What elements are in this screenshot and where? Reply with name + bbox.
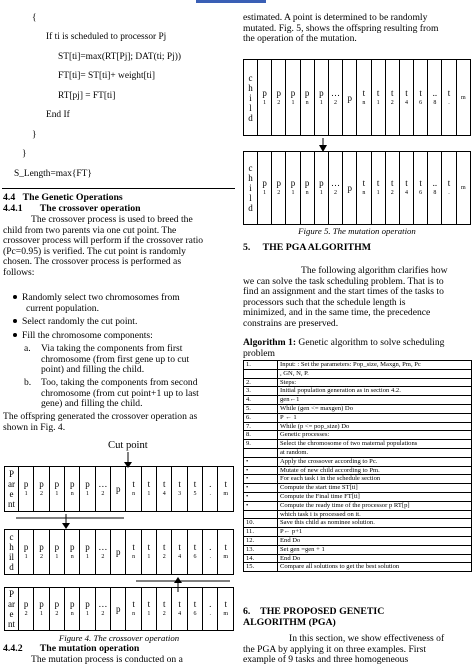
gene-cell: t 2 xyxy=(385,60,399,136)
algorithm-step-text: While (gen <= maxgen) Do xyxy=(278,404,472,413)
gene-cell: p n xyxy=(300,152,314,225)
gene-cell: p xyxy=(111,467,126,512)
gene-cell: t 5 xyxy=(187,467,202,512)
gene-cell: t 4 xyxy=(157,467,172,512)
gene-cell: t 4 xyxy=(172,530,187,575)
gene-cell: p 2 xyxy=(272,152,286,225)
gene-cell: p 1 xyxy=(80,467,95,512)
algorithm-step-number: 15. xyxy=(244,563,278,572)
section-6-paragraph: In this section, we show effectiveness of the PGA by applying it on three examples. First example of 9 tasks and three homogeneous xyxy=(243,633,445,666)
gene-cell: m xyxy=(456,60,470,136)
gene-cell: p 1 xyxy=(80,530,95,575)
gene-cell: t n xyxy=(126,467,141,512)
algorithm-row xyxy=(244,536,472,545)
algorithm-row xyxy=(244,528,472,537)
gene-cell: p 1 xyxy=(258,60,272,136)
gene-cell: p 1 xyxy=(19,530,34,575)
chromosome-row xyxy=(244,60,471,136)
mutation-arrow xyxy=(318,138,328,152)
algorithm-row xyxy=(244,448,472,457)
gene-cell: … 2 xyxy=(328,60,342,136)
fig4-parent2-table xyxy=(4,587,234,631)
chromosome-label: c h i l d xyxy=(244,60,258,136)
algorithm-row xyxy=(244,510,472,519)
fig4-parent1-table xyxy=(4,466,234,512)
code-line: S_Length=max{FT} xyxy=(14,169,92,179)
gene-cell: .. 8 xyxy=(428,152,442,225)
algorithm-step-number: 13. xyxy=(244,545,278,554)
section-5-heading: 5. THE PGA ALGORITHM xyxy=(243,242,371,253)
gene-cell: t 3 xyxy=(172,467,187,512)
gene-cell: . . xyxy=(203,588,218,631)
gene-cell: t 1 xyxy=(141,588,156,631)
algorithm-step-text: Apply the crossover according to Pc. xyxy=(278,457,472,466)
algorithm-step-number: 2. xyxy=(244,378,278,387)
gene-cell: t n xyxy=(357,60,371,136)
gene-cell: t 1 xyxy=(141,467,156,512)
gene-cell: p xyxy=(343,60,357,136)
page-top-link xyxy=(0,0,474,4)
algorithm-step-text: at random. xyxy=(278,448,472,457)
offspring-paragraph: The offspring generated the crossover operation as shown in Fig. 4. xyxy=(3,411,198,433)
gene-cell: p xyxy=(111,588,126,631)
algorithm-row xyxy=(244,475,472,484)
algorithm-row xyxy=(244,545,472,554)
code-line: { xyxy=(32,13,37,23)
algorithm-step-number: • xyxy=(244,492,278,501)
code-line: If ti is scheduled to processor Pj xyxy=(46,32,167,42)
algorithm-step-text: While (p <= pop_size) Do xyxy=(278,422,472,431)
gene-cell: t m xyxy=(218,467,234,512)
gene-cell: t 4 xyxy=(399,152,413,225)
gene-cell: t n xyxy=(357,152,371,225)
gene-cell: t m xyxy=(218,530,234,575)
figure-4-caption: Figure 4. The crossover operation xyxy=(58,633,180,643)
algorithm-step-text: Set gen =gen + 1 xyxy=(278,545,472,554)
mutation-continued: estimated. A point is determined to be randomly mutated. Fig. 5, shows the offspring resulting from the operation of the mutation. xyxy=(243,12,439,45)
algorithm-row xyxy=(244,396,472,405)
gene-cell: t . xyxy=(442,60,456,136)
gene-cell: p 1 xyxy=(49,530,64,575)
code-line: } xyxy=(32,130,37,140)
gene-cell: p 1 xyxy=(49,467,64,512)
algorithm-step-number: 11. xyxy=(244,528,278,537)
gene-cell: p n xyxy=(65,467,80,512)
section-6-heading: 6. THE PROPOSED GENETIC ALGORITHM (PGA) xyxy=(243,606,385,628)
algorithm-row xyxy=(244,466,472,475)
algorithm-step-text: Input: : Set the parameters: Pop_size, Maxgn, Pm, Pc xyxy=(278,361,472,370)
gene-cell: p 1 xyxy=(286,60,300,136)
gene-cell: … 2 xyxy=(95,530,110,575)
algorithm-step-text: Initial population generation as in section 4.2. xyxy=(278,387,472,396)
gene-cell: p 1 xyxy=(258,152,272,225)
algorithm-step-text: Steps: xyxy=(278,378,472,387)
algorithm-step-text: Mutate of new child according to Pm. xyxy=(278,466,472,475)
bullet-item: Select randomly the cut point. xyxy=(11,317,233,328)
algorithm-step-number: 7. xyxy=(244,422,278,431)
fig5-child-after-table xyxy=(243,151,471,225)
algorithm-row xyxy=(244,387,472,396)
crossover-arrow-1 xyxy=(4,512,234,530)
section-4-4-2-heading: 4.4.2 The mutation operation xyxy=(3,643,140,654)
gene-cell: p 2 xyxy=(49,588,64,631)
algorithm-row xyxy=(244,440,472,449)
algorithm-step-text: For each task i in the schedule section xyxy=(278,475,472,484)
gene-cell: .. 8 xyxy=(428,60,442,136)
gene-cell: t 6 xyxy=(414,152,428,225)
gene-cell: p 2 xyxy=(34,530,49,575)
algorithm-step-text: End Do xyxy=(278,536,472,545)
algorithm-step-number xyxy=(244,510,278,519)
algorithm-step-number: 6. xyxy=(244,413,278,422)
algorithm-step-number: 3. xyxy=(244,387,278,396)
algorithm-title: Algorithm 1: Genetic algorithm to solve scheduling problem xyxy=(243,337,445,359)
algorithm-step-number: 5. xyxy=(244,404,278,413)
code-line: RT[pj] = FT[ti] xyxy=(58,91,116,101)
gene-cell: p 2 xyxy=(34,467,49,512)
algorithm-step-text: Genetic processes: xyxy=(278,431,472,440)
mutation-paragraph: The mutation process is conducted on a xyxy=(31,654,183,665)
gene-cell: … 2 xyxy=(95,467,110,512)
algorithm-row xyxy=(244,519,472,528)
code-line: End If xyxy=(46,110,70,120)
algorithm-step-text: Compare all solutions to get the best solution xyxy=(278,563,472,572)
gene-cell: p 1 xyxy=(19,467,34,512)
fig5-child-before-table xyxy=(243,59,471,136)
chromosome-label: P ar e nt xyxy=(5,588,19,631)
gene-cell: t 2 xyxy=(157,588,172,631)
algorithm-row xyxy=(244,378,472,387)
code-block xyxy=(0,9,235,189)
gene-cell: t n xyxy=(126,588,141,631)
section-4-4-1-heading: 4.4.1 The crossover operation xyxy=(3,203,141,214)
algorithm-step-number: 10. xyxy=(244,519,278,528)
algorithm-row xyxy=(244,361,472,370)
chromosome-label: P ar e nt xyxy=(5,467,19,512)
algorithm-step-number: 12. xyxy=(244,536,278,545)
algorithm-row xyxy=(244,484,472,493)
algorithm-step-text: Select the chromosome of two maternal populations xyxy=(278,440,472,449)
section-4-4-heading: 4.4 The Genetic Operations xyxy=(3,192,123,203)
algorithm-row xyxy=(244,431,472,440)
bullet-item: Randomly select two chromosomes from current population. xyxy=(11,293,233,314)
algorithm-row xyxy=(244,554,472,563)
gene-cell: t 1 xyxy=(141,530,156,575)
code-line: FT[ti]= ST[ti]+ weight[ti] xyxy=(58,71,156,81)
sub-item-b: b. Too, taking the components from second chromosome (from cut point+1 up to last gene) and filling the child. xyxy=(24,377,199,410)
gene-cell: p n xyxy=(65,588,80,631)
chromosome-row xyxy=(244,152,471,225)
gene-cell: t 1 xyxy=(371,152,385,225)
gene-cell: p xyxy=(343,152,357,225)
bullet-icon xyxy=(13,319,17,323)
gene-cell: t 4 xyxy=(399,60,413,136)
algorithm-step-number xyxy=(244,448,278,457)
algorithm-step-number: 14. xyxy=(244,554,278,563)
algorithm-step-number: • xyxy=(244,501,278,510)
gene-cell: p 1 xyxy=(80,588,95,631)
algorithm-row xyxy=(244,369,472,378)
gene-cell: t 1 xyxy=(371,60,385,136)
algorithm-step-number: • xyxy=(244,484,278,493)
algorithm-step-number: 1. xyxy=(244,361,278,370)
bullet-icon xyxy=(13,295,17,299)
sub-item-a: a. Via taking the components from first chromosome (from first gene up to cut point) and filling the child. xyxy=(24,343,190,376)
algorithm-step-number: • xyxy=(244,475,278,484)
code-line: ST[ti]=max(RT[Pj]; DAT(ti; Pj)) xyxy=(58,52,181,62)
algorithm-row xyxy=(244,563,472,572)
figure-5-caption: Figure 5. The mutation operation xyxy=(298,226,416,236)
gene-cell: t 4 xyxy=(172,588,187,631)
algorithm-step-number: • xyxy=(244,466,278,475)
algorithm-row xyxy=(244,413,472,422)
gene-cell: t 2 xyxy=(157,530,172,575)
code-rule xyxy=(2,188,235,189)
gene-cell: t 6 xyxy=(187,530,202,575)
gene-cell: p 1 xyxy=(286,152,300,225)
algorithm-step-number xyxy=(244,369,278,378)
gene-cell: t 2 xyxy=(385,152,399,225)
algorithm-step-text: Compute the ready time of the processor p RT[p] xyxy=(278,501,472,510)
chromosome-row xyxy=(5,467,234,512)
algorithm-step-text: which task i is processed on it. xyxy=(278,510,472,519)
algorithm-step-text: P ← 1 xyxy=(278,413,472,422)
algorithm-row xyxy=(244,457,472,466)
gene-cell: t . xyxy=(442,152,456,225)
chromosome-label: c h il d xyxy=(5,530,19,575)
algorithm-step-text: gen←1 xyxy=(278,396,472,405)
chromosome-row xyxy=(5,588,234,631)
gene-cell: t 6 xyxy=(187,588,202,631)
fig4-child-table xyxy=(4,529,234,575)
bullet-icon xyxy=(13,333,17,337)
crossover-paragraph: The crossover process is used to breed the child from two parents via one cut point. The crossover process will perform if the crossover ratio (Pc=0.95) is verified. The cut point is randomly chosen. The crossover process is performed as follows: xyxy=(3,214,204,278)
gene-cell: p n xyxy=(300,60,314,136)
gene-cell: … 2 xyxy=(328,152,342,225)
algorithm-step-number: • xyxy=(244,457,278,466)
cut-point-label: Cut point xyxy=(108,440,148,451)
gene-cell: … 2 xyxy=(95,588,110,631)
chromosome-row xyxy=(5,530,234,575)
algorithm-step-number: 9. xyxy=(244,440,278,449)
gene-cell: p 1 xyxy=(314,152,328,225)
gene-cell: p n xyxy=(65,530,80,575)
gene-cell: t 6 xyxy=(414,60,428,136)
gene-cell: p xyxy=(111,530,126,575)
algorithm-step-text: End Do xyxy=(278,554,472,563)
code-line: } xyxy=(22,149,27,159)
gene-cell: m xyxy=(456,152,470,225)
algorithm-step-text: P← p+1 xyxy=(278,528,472,537)
algorithm-row xyxy=(244,501,472,510)
pga-paragraph: The following algorithm clarifies how we can solve the task scheduling problem. That is to find an assignment and the start times of the tasks to processors such that the schedule length is minimized, and in the same time, the precedence constrains are preserved. xyxy=(243,265,448,329)
algorithm-step-number: 4. xyxy=(244,396,278,405)
gene-cell: . . xyxy=(203,530,218,575)
algorithm-table xyxy=(243,360,472,572)
algorithm-step-text: Compute the Final time FT[ti] xyxy=(278,492,472,501)
algorithm-row xyxy=(244,492,472,501)
gene-cell: t n xyxy=(126,530,141,575)
gene-cell: p 2 xyxy=(19,588,34,631)
algorithm-step-text: , GN, N, P. xyxy=(278,369,472,378)
gene-cell: p 2 xyxy=(272,60,286,136)
algorithm-step-text: Compute the start time ST[ti] xyxy=(278,484,472,493)
gene-cell: t m xyxy=(218,588,234,631)
gene-cell: p 1 xyxy=(314,60,328,136)
chromosome-label: c h i l d xyxy=(244,152,258,225)
gene-cell: p 1 xyxy=(34,588,49,631)
algorithm-step-number: 8. xyxy=(244,431,278,440)
gene-cell: . . xyxy=(203,467,218,512)
algorithm-row xyxy=(244,404,472,413)
algorithm-row xyxy=(244,422,472,431)
bullet-item: Fill the chromosome components: xyxy=(11,331,233,342)
algorithm-step-text: Save this child as nominee solution. xyxy=(278,519,472,528)
